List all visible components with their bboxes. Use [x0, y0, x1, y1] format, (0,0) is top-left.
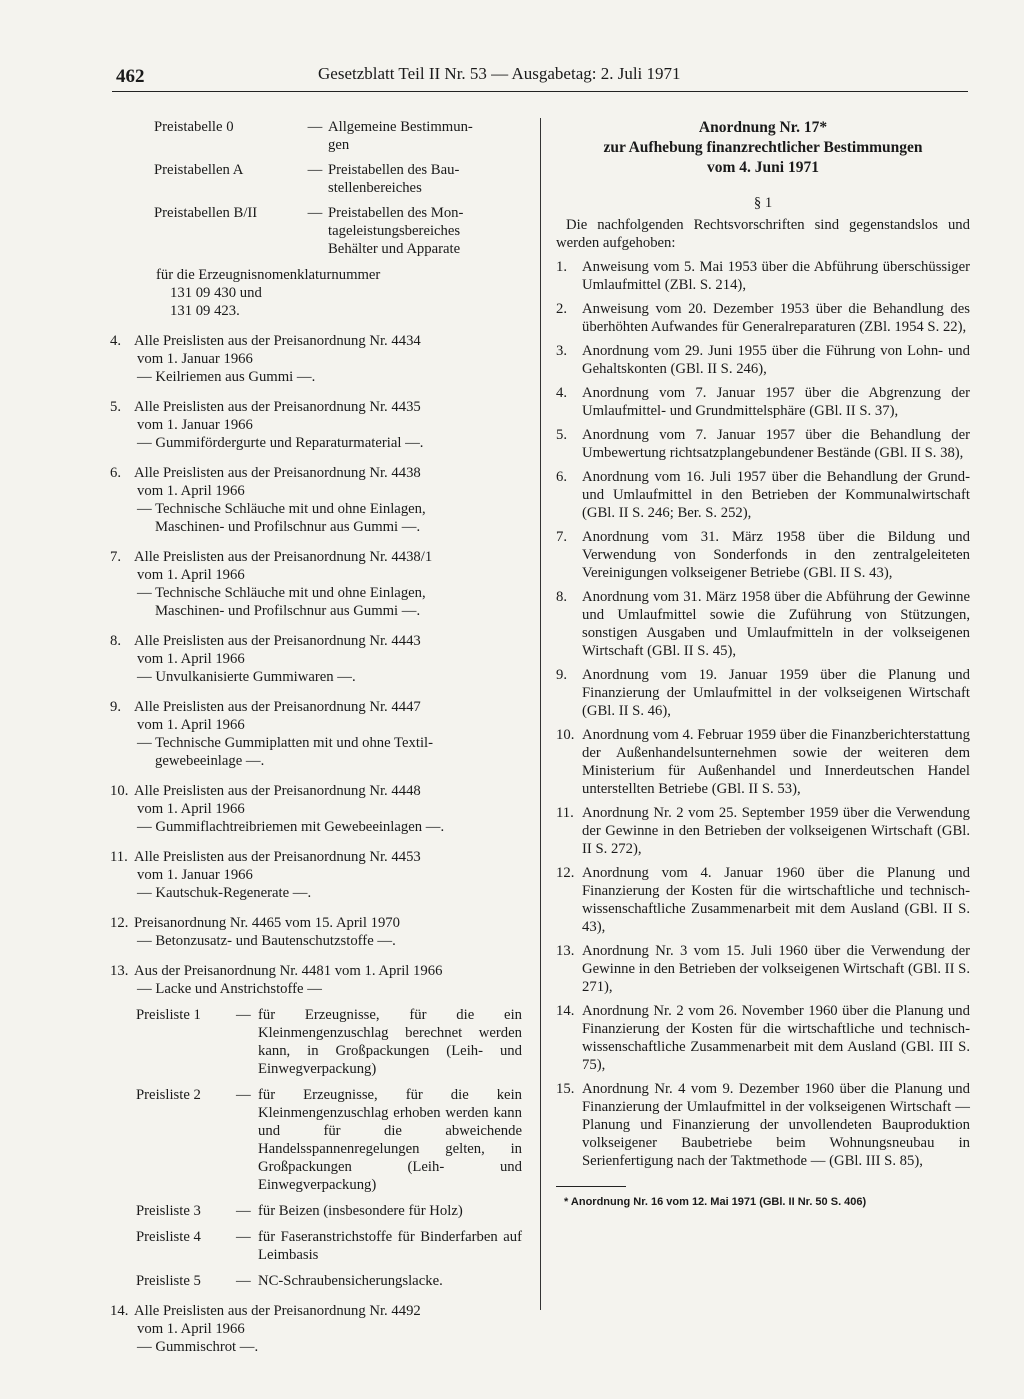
- text-line: — Gummiflachtreibriemen mit Gewebeeinlagen —.: [137, 819, 445, 835]
- text-line: gen: [328, 137, 350, 153]
- preistabelle-row: [110, 118, 528, 154]
- list-item: [556, 1080, 970, 1170]
- preistabelle-row: [110, 204, 528, 258]
- preistabelle-row: [110, 161, 528, 197]
- list-item: [556, 942, 970, 996]
- preisliste-desc: NC-Schraubensicherungslacke.: [258, 1273, 443, 1289]
- item-body: [134, 548, 528, 620]
- page-header-title: Gesetzblatt Teil II Nr. 53 — Ausgabetag: 2. Juli 1971: [318, 64, 681, 83]
- text-line: vom 1. April 1966: [137, 717, 245, 733]
- item-number: 6.: [110, 465, 122, 481]
- item-text: Anordnung Nr. 2 vom 26. November 1960 über die Planung und Finanzierung der Kosten für die wirtschaftliche und technisch-wissenschaftliche Zusammenarbeit mit dem Ausland (GBl. III S. 75),: [582, 1003, 970, 1073]
- preisliste-name: Preisliste 2: [136, 1087, 201, 1103]
- right-column: [556, 118, 970, 1211]
- item-text: Anordnung vom 4. Februar 1959 über die Finanzberichterstattung der Außenhandelsunternehmen sowie der weiteren dem Ministerium für Außenhandel und Innerdeutschen Handel unterstellten Betriebe (GBl. II S. 53),: [582, 727, 970, 797]
- item-text: Anordnung Nr. 4 vom 9. Dezember 1960 über die Planung und Finanzierung der Umlaufmittel in der volkseigenen Wirtschaft — Planung und Finanzierung der unvollendeten Bauproduktion volkseigener Baubetriebe beim Wohnungsneubau in Serienfertigung nach der Taktmethode — (GBl. III S. 85),: [582, 1081, 970, 1169]
- item-number: 9.: [556, 667, 568, 683]
- header-rule: [112, 91, 968, 92]
- list-item: [556, 426, 970, 462]
- list-item: [556, 864, 970, 936]
- item-number: 13.: [110, 963, 129, 979]
- list-item: [110, 698, 528, 770]
- item-text: Anweisung vom 20. Dezember 1953 über die Behandlung des überhöhten Aufwandes für Generalreparaturen (ZBl. 1954 S. 22),: [582, 301, 970, 335]
- list-item: [556, 300, 970, 336]
- preisliste-row: [134, 1202, 528, 1220]
- text-line: vom 1. April 1966: [137, 1321, 245, 1337]
- item-number: 12.: [110, 915, 129, 931]
- item-body: [134, 698, 528, 770]
- text-line: Alle Preislisten aus der Preisanordnung Nr. 4438/1: [134, 549, 433, 565]
- item-number: 7.: [556, 529, 568, 545]
- text-line: vom 1. Januar 1966: [137, 351, 253, 367]
- title-line: vom 4. Juni 1971: [707, 159, 819, 176]
- erzeugnis-block: [110, 266, 528, 320]
- preisliste-desc: für Erzeugnisse, für die kein Kleinmengenzuschlag erhoben werden kann und für die abweichende Handelsspannenregelungen gelten, in Großpackungen (Leih- und Einwegverpackung): [258, 1087, 522, 1193]
- preistabelle-name: Preistabellen A: [154, 162, 244, 178]
- preistabelle-desc: [328, 118, 516, 154]
- preisliste-row: [134, 1086, 528, 1194]
- item-number: 10.: [556, 727, 575, 743]
- text-line: Aus der Preisanordnung Nr. 4481 vom 1. April 1966: [134, 963, 443, 979]
- preisliste-row: [134, 1006, 528, 1078]
- text-line: Alle Preislisten aus der Preisanordnung Nr. 4438: [134, 465, 421, 481]
- item-body: [134, 962, 528, 1290]
- list-item: [556, 468, 970, 522]
- preisliste-dash: —: [236, 1007, 251, 1023]
- item-body: [134, 1302, 528, 1356]
- intro-paragraph: Die nachfolgenden Rechtsvorschriften sind gegenstandslos und werden aufgehoben:: [556, 217, 970, 251]
- preisliste-row: [134, 1272, 528, 1290]
- preisliste-row: [134, 1228, 528, 1264]
- item-number: 14.: [556, 1003, 575, 1019]
- list-item: [556, 1002, 970, 1074]
- erzeugnis-number: 131 09 430 und: [170, 285, 262, 301]
- preistabelle-desc: [328, 161, 516, 197]
- preisliste-dash: —: [236, 1273, 251, 1289]
- footnote-rule: [556, 1186, 626, 1187]
- item-text: Anordnung Nr. 3 vom 15. Juli 1960 über die Verwendung der Gewinne in den Betrieben der volkseigenen Wirtschaft (GBl. II S. 271),: [582, 943, 970, 995]
- item-number: 3.: [556, 343, 568, 359]
- item-text: Anordnung vom 7. Januar 1957 über die Abgrenzung der Umlaufmittel- und Grundmittelsphäre (GBl. II S. 37),: [582, 385, 970, 419]
- item-number: 12.: [556, 865, 575, 881]
- item-number: 11.: [110, 849, 128, 865]
- item-body: [134, 398, 528, 452]
- text-line: vom 1. Januar 1966: [137, 867, 253, 883]
- text-line: Preisanordnung Nr. 4465 vom 15. April 1970: [134, 915, 400, 931]
- footnote: * Anordnung Nr. 16 vom 12. Mai 1971 (GBl. II Nr. 50 S. 406): [564, 1196, 867, 1208]
- preistabelle-dash: —: [307, 119, 323, 135]
- item-number: 13.: [556, 943, 575, 959]
- item-number: 11.: [556, 805, 574, 821]
- section-mark: § 1: [753, 195, 773, 211]
- list-item: [110, 548, 528, 620]
- text-line: Behälter und Apparate: [328, 241, 461, 257]
- ordinance-title: [556, 118, 970, 178]
- text-line: Maschinen- und Profilschnur aus Gummi —.: [155, 519, 421, 535]
- preisliste-desc: für Erzeugnisse, für die ein Kleinmengenzuschlag berechnet werden kann, in Großpackungen (Leih- und Einwegverpackung): [258, 1007, 522, 1077]
- text-line: gewebeeinlage —.: [155, 753, 265, 769]
- item-number: 5.: [110, 399, 122, 415]
- text-line: vom 1. April 1966: [137, 651, 245, 667]
- item-text: Anordnung vom 31. März 1958 über die Abführung der Gewinne und Umlaufmittel sowie die Zuführung von Stützungen, sonstigen Ausgaben und Umlaufmitteln in der volkseigenen Wirtschaft (GBl. II S. 45),: [582, 589, 970, 659]
- item-body: [134, 782, 528, 836]
- list-item: [556, 804, 970, 858]
- item-text: Anordnung vom 29. Juni 1955 über die Führung von Lohn- und Gehaltskonten (GBl. II S. 246),: [582, 343, 970, 377]
- list-item: [110, 782, 528, 836]
- item-number: 1.: [556, 259, 568, 275]
- text-line: Alle Preislisten aus der Preisanordnung Nr. 4443: [134, 633, 421, 649]
- text-line: Alle Preislisten aus der Preisanordnung Nr. 4434: [134, 333, 421, 349]
- text-line: Preistabellen des Mon-: [328, 205, 464, 221]
- item-number: 8.: [110, 633, 122, 649]
- text-line: Allgemeine Bestimmun-: [328, 119, 473, 135]
- item-number: 15.: [556, 1081, 575, 1097]
- item-body: [134, 632, 528, 686]
- text-line: Maschinen- und Profilschnur aus Gummi —.: [155, 603, 421, 619]
- erzeugnis-number: 131 09 423.: [170, 303, 240, 319]
- preisliste-desc: für Beizen (insbesondere für Holz): [258, 1203, 463, 1219]
- text-line: vom 1. April 1966: [137, 483, 245, 499]
- item-number: 7.: [110, 549, 122, 565]
- list-item: [110, 632, 528, 686]
- list-item: [556, 384, 970, 420]
- text-line: stellenbereiches: [328, 180, 422, 196]
- text-line: — Technische Schläuche mit und ohne Einlagen,: [137, 501, 426, 517]
- text-line: Alle Preislisten aus der Preisanordnung Nr. 4447: [134, 699, 421, 715]
- item-text: Anweisung vom 5. Mai 1953 über die Abführung überschüssiger Umlaufmittel (ZBl. S. 214),: [582, 259, 970, 293]
- list-item: [110, 332, 528, 386]
- item-number: 14.: [110, 1303, 129, 1319]
- text-line: Alle Preislisten aus der Preisanordnung Nr. 4435: [134, 399, 421, 415]
- item-body: [134, 848, 528, 902]
- item-text: Anordnung vom 31. März 1958 über die Bildung und Verwendung von Sonderfonds in den zentralgeleiteten Vereinigungen volkseigener Betriebe (GBl. II S. 43),: [582, 529, 970, 581]
- item-text: Anordnung Nr. 2 vom 25. September 1959 über die Verwendung der Gewinne in den Betrieben der volkseigenen Wirtschaft (GBl. II S. 272),: [582, 805, 970, 857]
- item-body: [134, 914, 528, 950]
- preisliste-dash: —: [236, 1203, 251, 1219]
- list-item: [110, 464, 528, 536]
- item-number: 2.: [556, 301, 568, 317]
- text-line: — Gummifördergurte und Reparaturmaterial —.: [137, 435, 424, 451]
- list-item: [556, 666, 970, 720]
- item-number: 4.: [110, 333, 122, 349]
- page-number: 462: [116, 66, 145, 87]
- preisliste-dash: —: [236, 1229, 251, 1245]
- list-item: [556, 342, 970, 378]
- list-item: [556, 726, 970, 798]
- preistabelle-desc: [328, 204, 516, 258]
- text-line: — Keilriemen aus Gummi —.: [137, 369, 316, 385]
- list-item: [110, 398, 528, 452]
- item-number: 5.: [556, 427, 568, 443]
- text-line: vom 1. Januar 1966: [137, 417, 253, 433]
- text-line: — Technische Schläuche mit und ohne Einlagen,: [137, 585, 426, 601]
- item-text: Anordnung vom 4. Januar 1960 über die Planung und Finanzierung der Kosten für die wirtschaftliche und technisch-wissenschaftliche Zusammenarbeit mit dem Ausland (GBl. II S. 43),: [582, 865, 970, 935]
- preisliste-dash: —: [236, 1087, 251, 1103]
- item-body: [134, 464, 528, 536]
- list-item: [110, 848, 528, 902]
- list-item: [110, 914, 528, 950]
- text-line: Alle Preislisten aus der Preisanordnung Nr. 4492: [134, 1303, 421, 1319]
- left-column: [110, 118, 528, 1356]
- text-line: — Technische Gummiplatten mit und ohne Textil-: [137, 735, 433, 751]
- text-line: tageleistungsbereiches: [328, 223, 461, 239]
- text-line: für die Erzeugnisnomenklaturnummer: [156, 267, 381, 283]
- text-line: — Kautschuk-Regenerate —.: [137, 885, 312, 901]
- preisliste-name: Preisliste 4: [136, 1229, 201, 1245]
- text-line: — Lacke und Anstrichstoffe —: [137, 981, 322, 997]
- item-text: Anordnung vom 19. Januar 1959 über die Planung und Finanzierung der Umlaufmittel in der volkseigenen Wirtschaft (GBl. II S. 46),: [582, 667, 970, 719]
- list-item: [556, 528, 970, 582]
- item-number: 10.: [110, 783, 129, 799]
- text-line: vom 1. April 1966: [137, 567, 245, 583]
- item-text: Anordnung vom 7. Januar 1957 über die Behandlung der Umbewertung richtsatzplangebundener Bestände (GBl. II S. 38),: [582, 427, 970, 461]
- preisliste-name: Preisliste 5: [136, 1273, 201, 1289]
- item-number: 4.: [556, 385, 568, 401]
- text-line: Preistabellen des Bau-: [328, 162, 460, 178]
- list-item: [556, 258, 970, 294]
- preistabelle-dash: —: [307, 205, 323, 221]
- title-line: zur Aufhebung finanzrechtlicher Bestimmungen: [603, 139, 923, 156]
- text-line: — Betonzusatz- und Bautenschutzstoffe —.: [137, 933, 396, 949]
- title-line: Anordnung Nr. 17*: [698, 119, 828, 136]
- preisliste-desc: für Faseranstrichstoffe für Binderfarben auf Leimbasis: [258, 1229, 522, 1263]
- preistabelle-name: Preistabelle 0: [154, 119, 234, 135]
- list-item: [110, 1302, 528, 1356]
- text-line: — Gummischrot —.: [137, 1339, 259, 1355]
- item-text: Anordnung vom 16. Juli 1957 über die Behandlung der Grund- und Umlaufmittel in den Betrieben der Kommunalwirtschaft (GBl. II S. 246; Ber. S. 252),: [582, 469, 970, 521]
- preisliste-name: Preisliste 1: [136, 1007, 201, 1023]
- preisliste-name: Preisliste 3: [136, 1203, 201, 1219]
- text-line: Alle Preislisten aus der Preisanordnung Nr. 4453: [134, 849, 421, 865]
- item-number: 9.: [110, 699, 122, 715]
- text-line: — Unvulkanisierte Gummiwaren —.: [137, 669, 356, 685]
- preistabelle-dash: —: [307, 162, 323, 178]
- list-item: [110, 962, 528, 1290]
- preistabelle-name: Preistabellen B/II: [154, 205, 258, 221]
- item-body: [134, 332, 528, 386]
- list-item: [556, 588, 970, 660]
- column-divider: [540, 118, 541, 1310]
- text-line: vom 1. April 1966: [137, 801, 245, 817]
- item-number: 6.: [556, 469, 568, 485]
- item-number: 8.: [556, 589, 568, 605]
- text-line: Alle Preislisten aus der Preisanordnung Nr. 4448: [134, 783, 421, 799]
